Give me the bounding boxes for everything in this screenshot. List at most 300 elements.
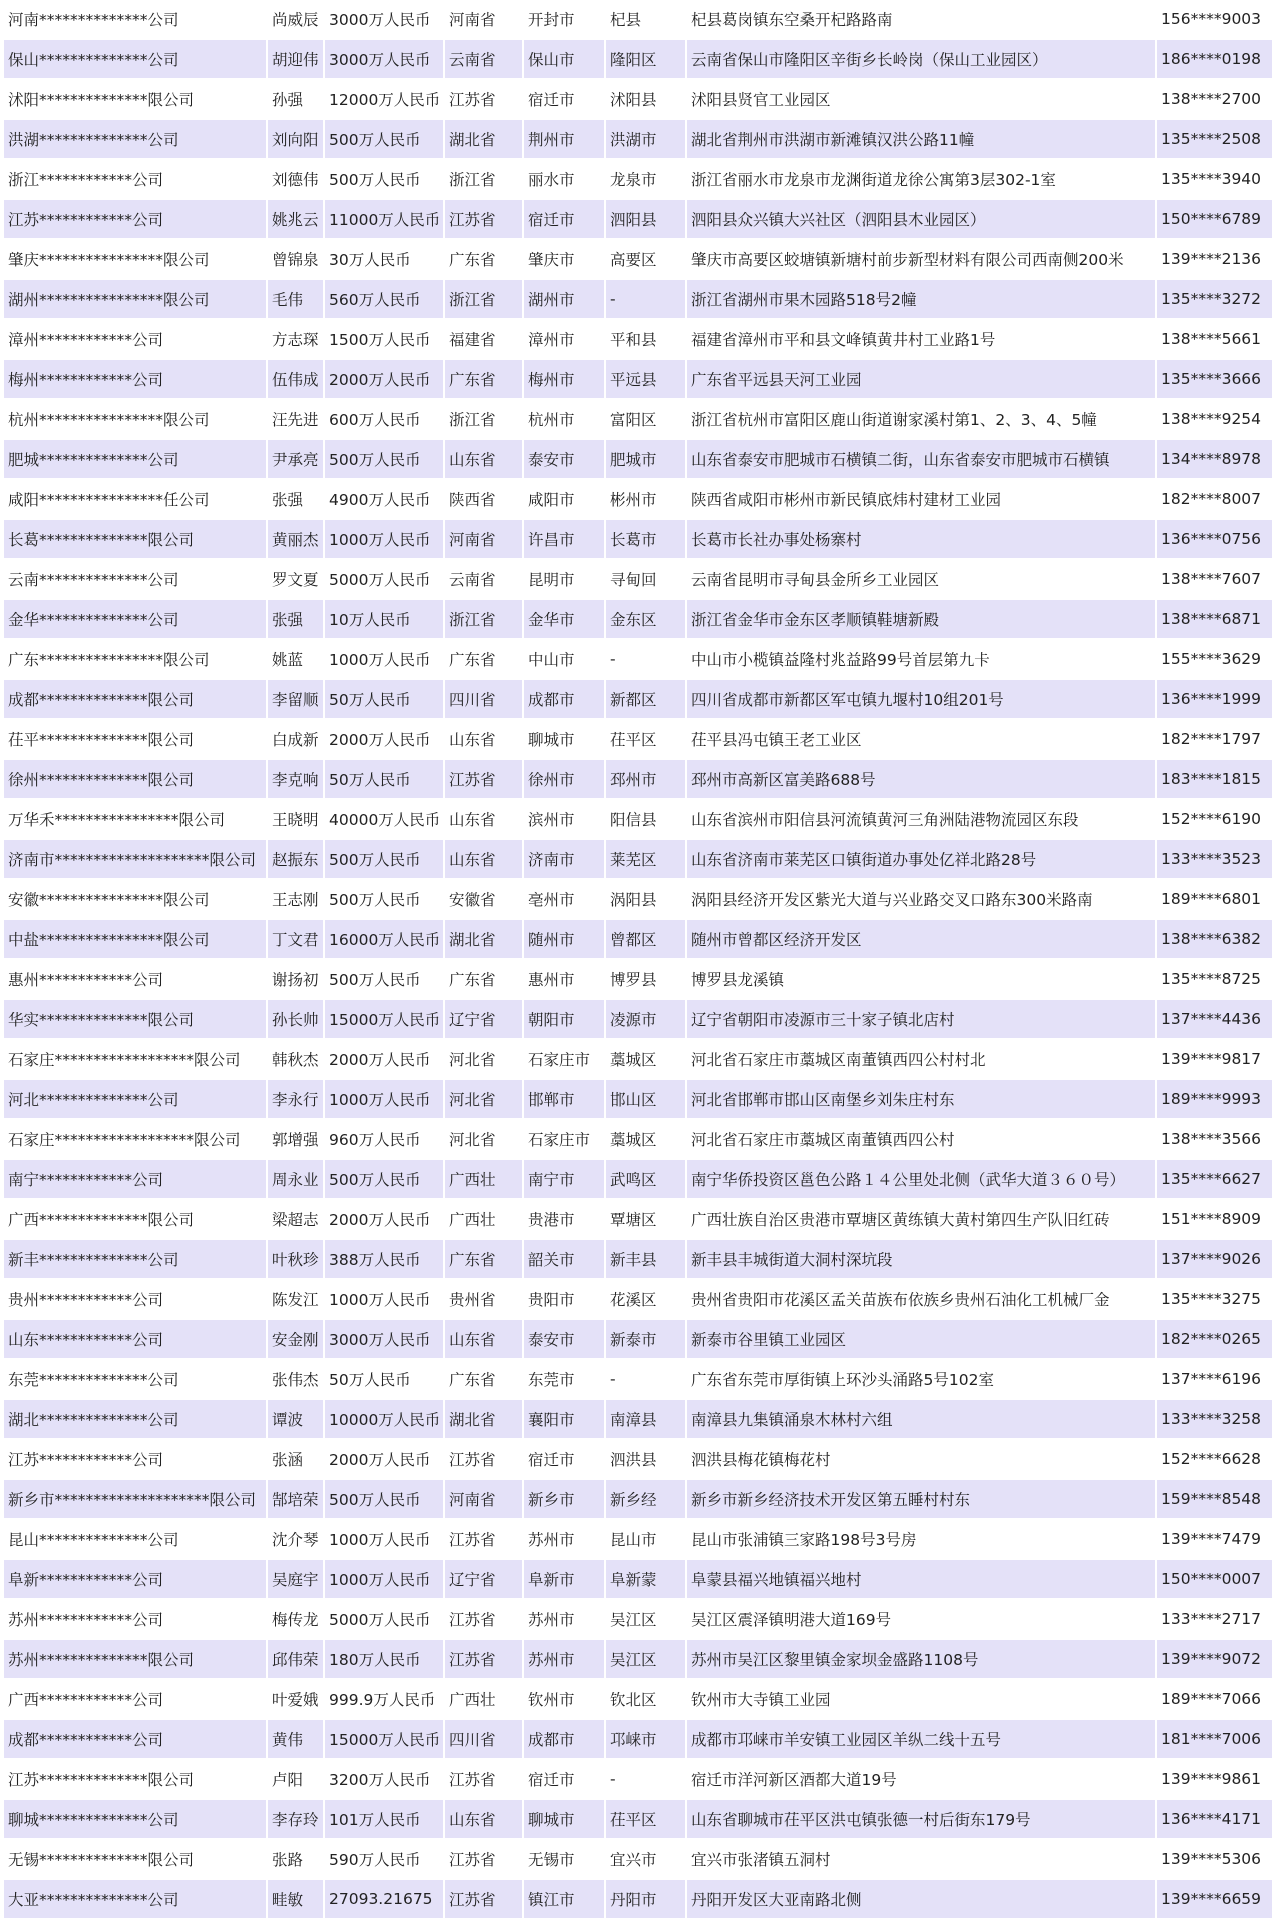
address-cell: 新丰县丰城街道大洞村深坑段 xyxy=(687,1240,1157,1280)
registered-capital-cell: 600万人民币 xyxy=(325,400,445,440)
district-cell: 藁城区 xyxy=(606,1120,687,1160)
city-cell: 钦州市 xyxy=(524,1680,606,1720)
district-cell: 博罗县 xyxy=(606,960,687,1000)
company-name-cell: 中盐****************限公司 xyxy=(4,920,268,960)
address-cell: 随州市曾都区经济开发区 xyxy=(687,920,1157,960)
address-cell: 河北省石家庄市藁城区南董镇西四公村 xyxy=(687,1120,1157,1160)
city-cell: 湖州市 xyxy=(524,280,606,320)
legal-person-cell: 毛伟 xyxy=(268,280,325,320)
province-cell: 广东省 xyxy=(445,960,524,1000)
registered-capital-cell: 180万人民币 xyxy=(325,1640,445,1680)
phone-cell: 139****9817 xyxy=(1157,1040,1274,1080)
table-row xyxy=(4,320,1274,360)
province-cell: 山东省 xyxy=(445,1320,524,1360)
province-cell: 江苏省 xyxy=(445,1520,524,1560)
table-row xyxy=(4,1520,1274,1560)
company-name-cell: 昆山**************公司 xyxy=(4,1520,268,1560)
registered-capital-cell: 500万人民币 xyxy=(325,840,445,880)
city-cell: 无锡市 xyxy=(524,1840,606,1880)
address-cell: 山东省聊城市茌平区洪屯镇张德一村后街东179号 xyxy=(687,1800,1157,1840)
phone-cell: 139****2136 xyxy=(1157,240,1274,280)
district-cell: - xyxy=(606,280,687,320)
registered-capital-cell: 1000万人民币 xyxy=(325,520,445,560)
address-cell: 云南省昆明市寻甸县金所乡工业园区 xyxy=(687,560,1157,600)
table-row xyxy=(4,1280,1274,1320)
registered-capital-cell: 5000万人民币 xyxy=(325,1600,445,1640)
company-name-cell: 无锡**************限公司 xyxy=(4,1840,268,1880)
city-cell: 新乡市 xyxy=(524,1480,606,1520)
legal-person-cell: 李克响 xyxy=(268,760,325,800)
legal-person-cell: 汪先进 xyxy=(268,400,325,440)
district-cell: 新泰市 xyxy=(606,1320,687,1360)
district-cell: 富阳区 xyxy=(606,400,687,440)
city-cell: 咸阳市 xyxy=(524,480,606,520)
registered-capital-cell: 2000万人民币 xyxy=(325,1200,445,1240)
registered-capital-cell: 50万人民币 xyxy=(325,760,445,800)
table-row xyxy=(4,680,1274,720)
city-cell: 许昌市 xyxy=(524,520,606,560)
province-cell: 安徽省 xyxy=(445,880,524,920)
district-cell: 阜新蒙 xyxy=(606,1560,687,1600)
address-cell: 宿迁市洋河新区酒都大道19号 xyxy=(687,1760,1157,1800)
company-name-cell: 东莞**************公司 xyxy=(4,1360,268,1400)
phone-cell: 139****9072 xyxy=(1157,1640,1274,1680)
table-row xyxy=(4,1080,1274,1120)
province-cell: 河南省 xyxy=(445,1480,524,1520)
province-cell: 四川省 xyxy=(445,680,524,720)
table-row xyxy=(4,360,1274,400)
table-row xyxy=(4,1440,1274,1480)
province-cell: 山东省 xyxy=(445,720,524,760)
city-cell: 宿迁市 xyxy=(524,200,606,240)
table-row xyxy=(4,1560,1274,1600)
registered-capital-cell: 5000万人民币 xyxy=(325,560,445,600)
province-cell: 广西壮 xyxy=(445,1160,524,1200)
phone-cell: 135****3940 xyxy=(1157,160,1274,200)
address-cell: 浙江省湖州市果木园路518号2幢 xyxy=(687,280,1157,320)
phone-cell: 189****6801 xyxy=(1157,880,1274,920)
company-name-cell: 惠州************公司 xyxy=(4,960,268,1000)
table-row xyxy=(4,920,1274,960)
phone-cell: 139****7479 xyxy=(1157,1520,1274,1560)
table-row xyxy=(4,1480,1274,1520)
province-cell: 江苏省 xyxy=(445,1440,524,1480)
province-cell: 江苏省 xyxy=(445,1880,524,1920)
phone-cell: 137****4436 xyxy=(1157,1000,1274,1040)
address-cell: 南宁华侨投资区邕色公路１４公里处北侧（武华大道３６０号） xyxy=(687,1160,1157,1200)
phone-cell: 138****7607 xyxy=(1157,560,1274,600)
registered-capital-cell: 16000万人民币 xyxy=(325,920,445,960)
registered-capital-cell: 11000万人民币 xyxy=(325,200,445,240)
address-cell: 浙江省金华市金东区孝顺镇鞋塘新殿 xyxy=(687,600,1157,640)
city-cell: 襄阳市 xyxy=(524,1400,606,1440)
city-cell: 宿迁市 xyxy=(524,1440,606,1480)
legal-person-cell: 畦敏 xyxy=(268,1880,325,1920)
legal-person-cell: 王晓明 xyxy=(268,800,325,840)
province-cell: 江苏省 xyxy=(445,1760,524,1800)
phone-cell: 133****2717 xyxy=(1157,1600,1274,1640)
phone-cell: 135****3666 xyxy=(1157,360,1274,400)
address-cell: 博罗县龙溪镇 xyxy=(687,960,1157,1000)
company-name-cell: 河北**************公司 xyxy=(4,1080,268,1120)
phone-cell: 152****6190 xyxy=(1157,800,1274,840)
address-cell: 钦州市大寺镇工业园 xyxy=(687,1680,1157,1720)
legal-person-cell: 白成新 xyxy=(268,720,325,760)
province-cell: 湖北省 xyxy=(445,120,524,160)
province-cell: 云南省 xyxy=(445,560,524,600)
legal-person-cell: 尹承亮 xyxy=(268,440,325,480)
address-cell: 山东省济南市莱芜区口镇街道办事处亿祥北路28号 xyxy=(687,840,1157,880)
legal-person-cell: 王志刚 xyxy=(268,880,325,920)
legal-person-cell: 张涵 xyxy=(268,1440,325,1480)
company-table xyxy=(4,0,1274,1920)
address-cell: 陕西省咸阳市彬州市新民镇底炜村建材工业园 xyxy=(687,480,1157,520)
legal-person-cell: 梅传龙 xyxy=(268,1600,325,1640)
registered-capital-cell: 30万人民币 xyxy=(325,240,445,280)
address-cell: 泗阳县众兴镇大兴社区（泗阳县木业园区） xyxy=(687,200,1157,240)
province-cell: 广东省 xyxy=(445,240,524,280)
registered-capital-cell: 1000万人民币 xyxy=(325,1560,445,1600)
company-name-cell: 浙江************公司 xyxy=(4,160,268,200)
district-cell: 丹阳市 xyxy=(606,1880,687,1920)
city-cell: 镇江市 xyxy=(524,1880,606,1920)
phone-cell: 133****3523 xyxy=(1157,840,1274,880)
legal-person-cell: 周永业 xyxy=(268,1160,325,1200)
city-cell: 苏州市 xyxy=(524,1600,606,1640)
company-name-cell: 湖北**************公司 xyxy=(4,1400,268,1440)
registered-capital-cell: 1000万人民币 xyxy=(325,1080,445,1120)
district-cell: - xyxy=(606,1360,687,1400)
registered-capital-cell: 50万人民币 xyxy=(325,1360,445,1400)
phone-cell: 135****3272 xyxy=(1157,280,1274,320)
phone-cell: 139****6659 xyxy=(1157,1880,1274,1920)
table-row xyxy=(4,960,1274,1000)
province-cell: 山东省 xyxy=(445,1800,524,1840)
province-cell: 辽宁省 xyxy=(445,1000,524,1040)
province-cell: 江苏省 xyxy=(445,1640,524,1680)
table-row xyxy=(4,880,1274,920)
phone-cell: 137****9026 xyxy=(1157,1240,1274,1280)
city-cell: 朝阳市 xyxy=(524,1000,606,1040)
registered-capital-cell: 1500万人民币 xyxy=(325,320,445,360)
district-cell: 隆阳区 xyxy=(606,40,687,80)
district-cell: 新都区 xyxy=(606,680,687,720)
district-cell: 邳州市 xyxy=(606,760,687,800)
registered-capital-cell: 50万人民币 xyxy=(325,680,445,720)
company-name-cell: 成都************公司 xyxy=(4,1720,268,1760)
city-cell: 石家庄市 xyxy=(524,1120,606,1160)
table-row xyxy=(4,1600,1274,1640)
company-name-cell: 阜新************公司 xyxy=(4,1560,268,1600)
registered-capital-cell: 500万人民币 xyxy=(325,880,445,920)
province-cell: 江苏省 xyxy=(445,200,524,240)
company-name-cell: 洪湖**************公司 xyxy=(4,120,268,160)
city-cell: 荆州市 xyxy=(524,120,606,160)
city-cell: 聊城市 xyxy=(524,720,606,760)
table-row xyxy=(4,1680,1274,1720)
company-name-cell: 杭州****************限公司 xyxy=(4,400,268,440)
city-cell: 聊城市 xyxy=(524,1800,606,1840)
province-cell: 山东省 xyxy=(445,800,524,840)
district-cell: 武鸣区 xyxy=(606,1160,687,1200)
district-cell: 吴江区 xyxy=(606,1640,687,1680)
registered-capital-cell: 10万人民币 xyxy=(325,600,445,640)
province-cell: 福建省 xyxy=(445,320,524,360)
address-cell: 四川省成都市新都区军屯镇九堰村10组201号 xyxy=(687,680,1157,720)
table-row xyxy=(4,0,1274,40)
city-cell: 丽水市 xyxy=(524,160,606,200)
address-cell: 山东省泰安市肥城市石横镇二街，山东省泰安市肥城市石横镇 xyxy=(687,440,1157,480)
registered-capital-cell: 560万人民币 xyxy=(325,280,445,320)
city-cell: 肇庆市 xyxy=(524,240,606,280)
legal-person-cell: 韩秋杰 xyxy=(268,1040,325,1080)
registered-capital-cell: 2000万人民币 xyxy=(325,1040,445,1080)
registered-capital-cell: 1000万人民币 xyxy=(325,640,445,680)
city-cell: 漳州市 xyxy=(524,320,606,360)
city-cell: 梅州市 xyxy=(524,360,606,400)
address-cell: 新泰市谷里镇工业园区 xyxy=(687,1320,1157,1360)
table-row xyxy=(4,80,1274,120)
legal-person-cell: 孙长帅 xyxy=(268,1000,325,1040)
city-cell: 宿迁市 xyxy=(524,1760,606,1800)
legal-person-cell: 邱伟荣 xyxy=(268,1640,325,1680)
city-cell: 宿迁市 xyxy=(524,80,606,120)
registered-capital-cell: 388万人民币 xyxy=(325,1240,445,1280)
city-cell: 苏州市 xyxy=(524,1640,606,1680)
province-cell: 河北省 xyxy=(445,1120,524,1160)
table-row xyxy=(4,840,1274,880)
province-cell: 山东省 xyxy=(445,840,524,880)
phone-cell: 136****4171 xyxy=(1157,1800,1274,1840)
phone-cell: 155****3629 xyxy=(1157,640,1274,680)
legal-person-cell: 李永行 xyxy=(268,1080,325,1120)
district-cell: 昆山市 xyxy=(606,1520,687,1560)
table-body xyxy=(4,0,1274,1920)
company-name-cell: 沭阳**************限公司 xyxy=(4,80,268,120)
company-name-cell: 咸阳****************任公司 xyxy=(4,480,268,520)
table-row xyxy=(4,1240,1274,1280)
company-name-cell: 南宁************公司 xyxy=(4,1160,268,1200)
city-cell: 开封市 xyxy=(524,0,606,40)
company-name-cell: 石家庄******************限公司 xyxy=(4,1120,268,1160)
registered-capital-cell: 999.9万人民币 xyxy=(325,1680,445,1720)
registered-capital-cell: 15000万人民币 xyxy=(325,1720,445,1760)
city-cell: 惠州市 xyxy=(524,960,606,1000)
company-name-cell: 保山**************公司 xyxy=(4,40,268,80)
legal-person-cell: 张路 xyxy=(268,1840,325,1880)
table-row xyxy=(4,760,1274,800)
registered-capital-cell: 590万人民币 xyxy=(325,1840,445,1880)
legal-person-cell: 黄丽杰 xyxy=(268,520,325,560)
phone-cell: 135****3275 xyxy=(1157,1280,1274,1320)
company-name-cell: 成都**************限公司 xyxy=(4,680,268,720)
district-cell: 阳信县 xyxy=(606,800,687,840)
address-cell: 茌平县冯屯镇王老工业区 xyxy=(687,720,1157,760)
phone-cell: 152****6628 xyxy=(1157,1440,1274,1480)
phone-cell: 134****8978 xyxy=(1157,440,1274,480)
legal-person-cell: 曾锦泉 xyxy=(268,240,325,280)
company-name-cell: 漳州************公司 xyxy=(4,320,268,360)
company-name-cell: 大亚**************公司 xyxy=(4,1880,268,1920)
district-cell: 藁城区 xyxy=(606,1040,687,1080)
phone-cell: 138****2700 xyxy=(1157,80,1274,120)
district-cell: 寻甸回 xyxy=(606,560,687,600)
registered-capital-cell: 500万人民币 xyxy=(325,1480,445,1520)
legal-person-cell: 黄伟 xyxy=(268,1720,325,1760)
district-cell: 曾都区 xyxy=(606,920,687,960)
registered-capital-cell: 500万人民币 xyxy=(325,160,445,200)
district-cell: 杞县 xyxy=(606,0,687,40)
address-cell: 邳州市高新区富美路688号 xyxy=(687,760,1157,800)
city-cell: 贵港市 xyxy=(524,1200,606,1240)
city-cell: 东莞市 xyxy=(524,1360,606,1400)
province-cell: 江苏省 xyxy=(445,760,524,800)
company-name-cell: 山东************公司 xyxy=(4,1320,268,1360)
district-cell: 茌平区 xyxy=(606,720,687,760)
address-cell: 山东省滨州市阳信县河流镇黄河三角洲陆港物流园区东段 xyxy=(687,800,1157,840)
phone-cell: 159****8548 xyxy=(1157,1480,1274,1520)
legal-person-cell: 叶爱娥 xyxy=(268,1680,325,1720)
phone-cell: 135****8725 xyxy=(1157,960,1274,1000)
legal-person-cell: 李存玲 xyxy=(268,1800,325,1840)
legal-person-cell: 沈介琴 xyxy=(268,1520,325,1560)
table-row xyxy=(4,40,1274,80)
address-cell: 云南省保山市隆阳区辛街乡长岭岗（保山工业园区） xyxy=(687,40,1157,80)
legal-person-cell: 赵振东 xyxy=(268,840,325,880)
company-name-cell: 茌平**************限公司 xyxy=(4,720,268,760)
phone-cell: 138****3566 xyxy=(1157,1120,1274,1160)
district-cell: 南漳县 xyxy=(606,1400,687,1440)
city-cell: 成都市 xyxy=(524,1720,606,1760)
company-name-cell: 金华**************公司 xyxy=(4,600,268,640)
table-row xyxy=(4,1360,1274,1400)
phone-cell: 182****1797 xyxy=(1157,720,1274,760)
district-cell: 吴江区 xyxy=(606,1600,687,1640)
address-cell: 福建省漳州市平和县文峰镇黄井村工业路1号 xyxy=(687,320,1157,360)
district-cell: 宜兴市 xyxy=(606,1840,687,1880)
province-cell: 云南省 xyxy=(445,40,524,80)
legal-person-cell: 罗文夏 xyxy=(268,560,325,600)
address-cell: 辽宁省朝阳市凌源市三十家子镇北店村 xyxy=(687,1000,1157,1040)
address-cell: 泗洪县梅花镇梅花村 xyxy=(687,1440,1157,1480)
phone-cell: 135****6627 xyxy=(1157,1160,1274,1200)
address-cell: 湖北省荆州市洪湖市新滩镇汉洪公路11幢 xyxy=(687,120,1157,160)
company-name-cell: 广西**************限公司 xyxy=(4,1200,268,1240)
address-cell: 沭阳县贤官工业园区 xyxy=(687,80,1157,120)
district-cell: 长葛市 xyxy=(606,520,687,560)
company-name-cell: 广西************公司 xyxy=(4,1680,268,1720)
province-cell: 浙江省 xyxy=(445,280,524,320)
city-cell: 邯郸市 xyxy=(524,1080,606,1120)
table-row xyxy=(4,1120,1274,1160)
province-cell: 河南省 xyxy=(445,0,524,40)
province-cell: 河北省 xyxy=(445,1080,524,1120)
province-cell: 江苏省 xyxy=(445,80,524,120)
address-cell: 南漳县九集镇涌泉木林村六组 xyxy=(687,1400,1157,1440)
table-row xyxy=(4,200,1274,240)
city-cell: 成都市 xyxy=(524,680,606,720)
legal-person-cell: 胡迎伟 xyxy=(268,40,325,80)
district-cell: 涡阳县 xyxy=(606,880,687,920)
province-cell: 河北省 xyxy=(445,1040,524,1080)
company-name-cell: 聊城**************公司 xyxy=(4,1800,268,1840)
phone-cell: 136****1999 xyxy=(1157,680,1274,720)
city-cell: 亳州市 xyxy=(524,880,606,920)
phone-cell: 139****9861 xyxy=(1157,1760,1274,1800)
legal-person-cell: 尚威辰 xyxy=(268,0,325,40)
city-cell: 石家庄市 xyxy=(524,1040,606,1080)
phone-cell: 138****5661 xyxy=(1157,320,1274,360)
province-cell: 广西壮 xyxy=(445,1200,524,1240)
legal-person-cell: 郭增强 xyxy=(268,1120,325,1160)
phone-cell: 138****9254 xyxy=(1157,400,1274,440)
table-row xyxy=(4,1000,1274,1040)
district-cell: 邯山区 xyxy=(606,1080,687,1120)
registered-capital-cell: 10000万人民币 xyxy=(325,1400,445,1440)
phone-cell: 189****7066 xyxy=(1157,1680,1274,1720)
company-name-cell: 湖州****************限公司 xyxy=(4,280,268,320)
company-name-cell: 肇庆****************限公司 xyxy=(4,240,268,280)
province-cell: 河南省 xyxy=(445,520,524,560)
province-cell: 陕西省 xyxy=(445,480,524,520)
registered-capital-cell: 40000万人民币 xyxy=(325,800,445,840)
address-cell: 河北省石家庄市藁城区南董镇西四公村村北 xyxy=(687,1040,1157,1080)
district-cell: 花溪区 xyxy=(606,1280,687,1320)
table-row xyxy=(4,480,1274,520)
district-cell: 莱芜区 xyxy=(606,840,687,880)
district-cell: 新丰县 xyxy=(606,1240,687,1280)
phone-cell: 181****7006 xyxy=(1157,1720,1274,1760)
table-row xyxy=(4,720,1274,760)
company-name-cell: 长葛**************限公司 xyxy=(4,520,268,560)
phone-cell: 139****5306 xyxy=(1157,1840,1274,1880)
phone-cell: 133****3258 xyxy=(1157,1400,1274,1440)
table-row xyxy=(4,1400,1274,1440)
city-cell: 阜新市 xyxy=(524,1560,606,1600)
company-name-cell: 苏州************公司 xyxy=(4,1600,268,1640)
province-cell: 广东省 xyxy=(445,1240,524,1280)
district-cell: 洪湖市 xyxy=(606,120,687,160)
city-cell: 济南市 xyxy=(524,840,606,880)
city-cell: 中山市 xyxy=(524,640,606,680)
registered-capital-cell: 500万人民币 xyxy=(325,440,445,480)
legal-person-cell: 郜培荣 xyxy=(268,1480,325,1520)
city-cell: 苏州市 xyxy=(524,1520,606,1560)
district-cell: 彬州市 xyxy=(606,480,687,520)
table-row xyxy=(4,560,1274,600)
legal-person-cell: 叶秋珍 xyxy=(268,1240,325,1280)
legal-person-cell: 吴庭宇 xyxy=(268,1560,325,1600)
province-cell: 江苏省 xyxy=(445,1600,524,1640)
district-cell: 沭阳县 xyxy=(606,80,687,120)
legal-person-cell: 刘德伟 xyxy=(268,160,325,200)
table-row xyxy=(4,1160,1274,1200)
province-cell: 湖北省 xyxy=(445,1400,524,1440)
company-name-cell: 万华禾****************限公司 xyxy=(4,800,268,840)
district-cell: 肥城市 xyxy=(606,440,687,480)
registered-capital-cell: 27093.21675 xyxy=(325,1880,445,1920)
legal-person-cell: 丁文君 xyxy=(268,920,325,960)
table-row xyxy=(4,120,1274,160)
address-cell: 浙江省丽水市龙泉市龙渊街道龙徐公寓第3层302-1室 xyxy=(687,160,1157,200)
legal-person-cell: 伍伟成 xyxy=(268,360,325,400)
province-cell: 辽宁省 xyxy=(445,1560,524,1600)
company-name-cell: 安徽****************限公司 xyxy=(4,880,268,920)
registered-capital-cell: 960万人民币 xyxy=(325,1120,445,1160)
district-cell: 平远县 xyxy=(606,360,687,400)
district-cell: 高要区 xyxy=(606,240,687,280)
legal-person-cell: 李留顺 xyxy=(268,680,325,720)
